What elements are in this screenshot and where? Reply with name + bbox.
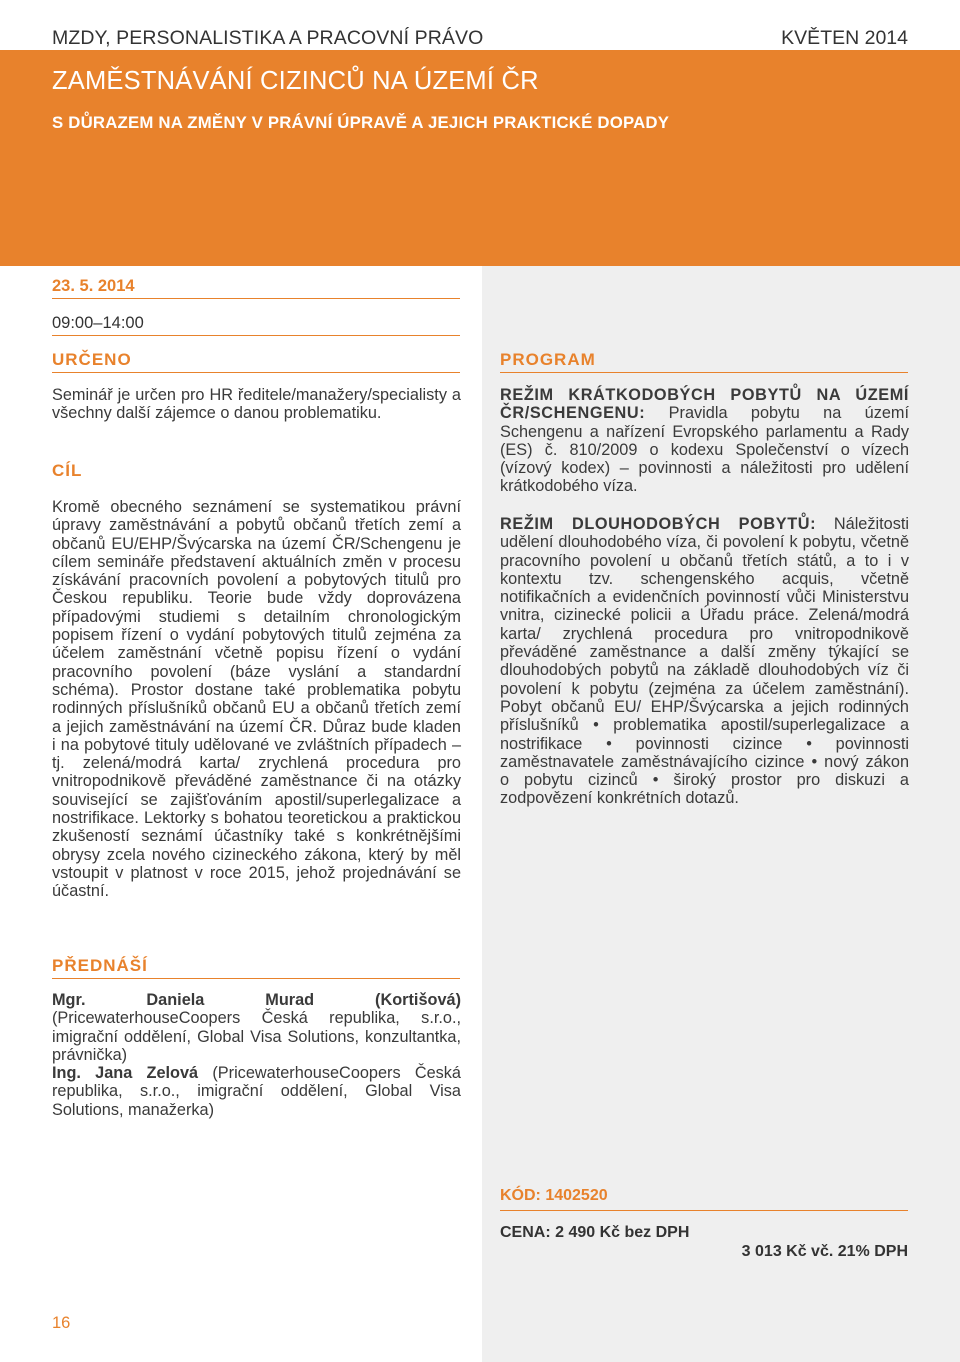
price-incl-vat: 3 013 Kč vč. 21% DPH <box>741 1243 908 1260</box>
divider <box>500 1210 908 1211</box>
cil-text: Kromě obecného seznámení se systematikou právní úpravy zaměstnávání a pobytů občanů třetích zemí a občanů EU/EHP/Švýcarska na území ČR/Schengenu je cílem semináře představení aktuálních změn v procesu získávání pracovních povolení a pobytových titulů pro Českou republiku. Teorie bude vždy doprovázena případovými studiemi s detailním chronologickým popisem řízení o vydání pobytových titulů zejména za účelem zaměstnání včetně popisu řízení o vydání pracovního povolení (báze vyslání a standardní schéma). Prostor dostane také problematika pobytu rodinných příslušníků občanů EU a občanů třetích zemí a jejich zaměstnávání na území ČR. Důraz bude kladen i na pobytové tituly udělované ve zvláštních případech – tj. zelená/modrá karta/ zrychlená procedura pro vnitropodnikově převáděné zaměstnance či na otázky související se zajišťováním apostil/superlegalizace a nostrifikace. Lektorky s bohatou teoretickou a praktickou zkušeností seznámí účastníky také s konkrétnějšími obrysy zcela nového cizineckého zákona, který by měl vstoupit v platnost v roce 2015, jehož projednávání se účastní. <box>52 498 461 901</box>
course-code: KÓD: 1402520 <box>500 1187 608 1204</box>
lecturer-2-detail: (PricewaterhouseCoopers Česká republika, s.r.o., imigrační oddělení, Global Visa Solutions, manažerka) <box>52 1064 461 1119</box>
lecturer-1-name: Mgr. Daniela Murad (Kortišová) <box>52 991 461 1009</box>
divider <box>52 372 460 373</box>
program-heading: PROGRAM <box>500 350 596 369</box>
urceno-heading: URČENO <box>52 350 132 369</box>
lecturer-1-detail: (PricewaterhouseCoopers Česká republika, s.r.o., imigrační oddělení, Global Visa Solutions, konzultantka, právnička) <box>52 1009 461 1064</box>
seminar-date: 23. 5. 2014 <box>52 277 135 295</box>
seminar-title: ZAMĚSTNÁVÁNÍ CIZINCŮ NA ÚZEMÍ ČR <box>52 67 539 95</box>
seminar-subtitle: S DŮRAZEM NA ZMĚNY V PRÁVNÍ ÚPRAVĚ A JEJICH PRAKTICKÉ DOPADY <box>52 113 670 132</box>
price-excl-vat: CENA: 2 490 Kč bez DPH <box>500 1224 690 1241</box>
divider <box>52 335 460 336</box>
urceno-text: Seminář je určen pro HR ředitele/manažery/specialisty a všechny další zájemce o danou problematiku. <box>52 386 461 423</box>
program-item-2-title: REŽIM DLOUHODOBÝCH POBYTŮ: <box>500 515 817 533</box>
program-item-1-title: REŽIM KRÁTKODOBÝCH POBYTŮ NA ÚZEMÍ ČR/SCHENGENU: <box>500 386 909 423</box>
prednasi-heading: PŘEDNÁŠÍ <box>52 956 148 975</box>
lecturer-2-name: Ing. Jana Zelová <box>52 1064 199 1083</box>
title-banner <box>0 50 960 266</box>
divider <box>500 372 908 373</box>
divider <box>52 978 460 979</box>
program-item-2 <box>500 515 909 808</box>
section-title: MZDY, PERSONALISTIKA A PRACOVNÍ PRÁVO <box>52 27 484 49</box>
program-item-1-text: Pravidla pobytu na území Schengenu a nařízení Evropského parlamentu a Rady (ES) č. 810/2009 o kodexu Společenství o vízech (vízový kodex) – povinnosti a náležitosti pro udělení krátkodobého víza. <box>500 404 909 496</box>
program-item-2-text: Náležitosti udělení dlouhodobého víza, či povolení k pobytu, včetně pracovního povolení u občanů třetích států, a to i v kontextu tzv. schengenského acquis, včetně notifikačních a evidenčních povinností vůči Ministerstvu vnitra, cizinecké policii a Úřadu práce. Zelená/modrá karta/ zrychlená procedura pro vnitropodnikově převáděné zaměstnance a další změny týkající se dlouhodobých pobytů na základě dlouhodobých víz či povolení k pobytu (zejména za účelem zaměstnání). Pobyt občanů EU/ EHP/Švýcarska a jejich rodinných příslušníků • problematika apostil/superlegalizace a nostrifikace • povinnosti cizince • povinnosti zaměstnavatele zaměstnávajícího cizince • nový zákon o pobytu cizinců • široký prostor pro diskuzi a zodpovězení konkrétních dotazů. <box>500 515 909 808</box>
lecturer-1 <box>52 991 461 1064</box>
issue-month: KVĚTEN 2014 <box>781 27 908 49</box>
lecturers <box>52 991 461 1119</box>
cil-heading: CÍL <box>52 461 83 480</box>
lecturer-2 <box>52 1064 461 1119</box>
seminar-time: 09:00–14:00 <box>52 314 144 332</box>
divider <box>52 298 460 299</box>
program-item-1 <box>500 386 909 496</box>
page-number: 16 <box>52 1314 71 1332</box>
